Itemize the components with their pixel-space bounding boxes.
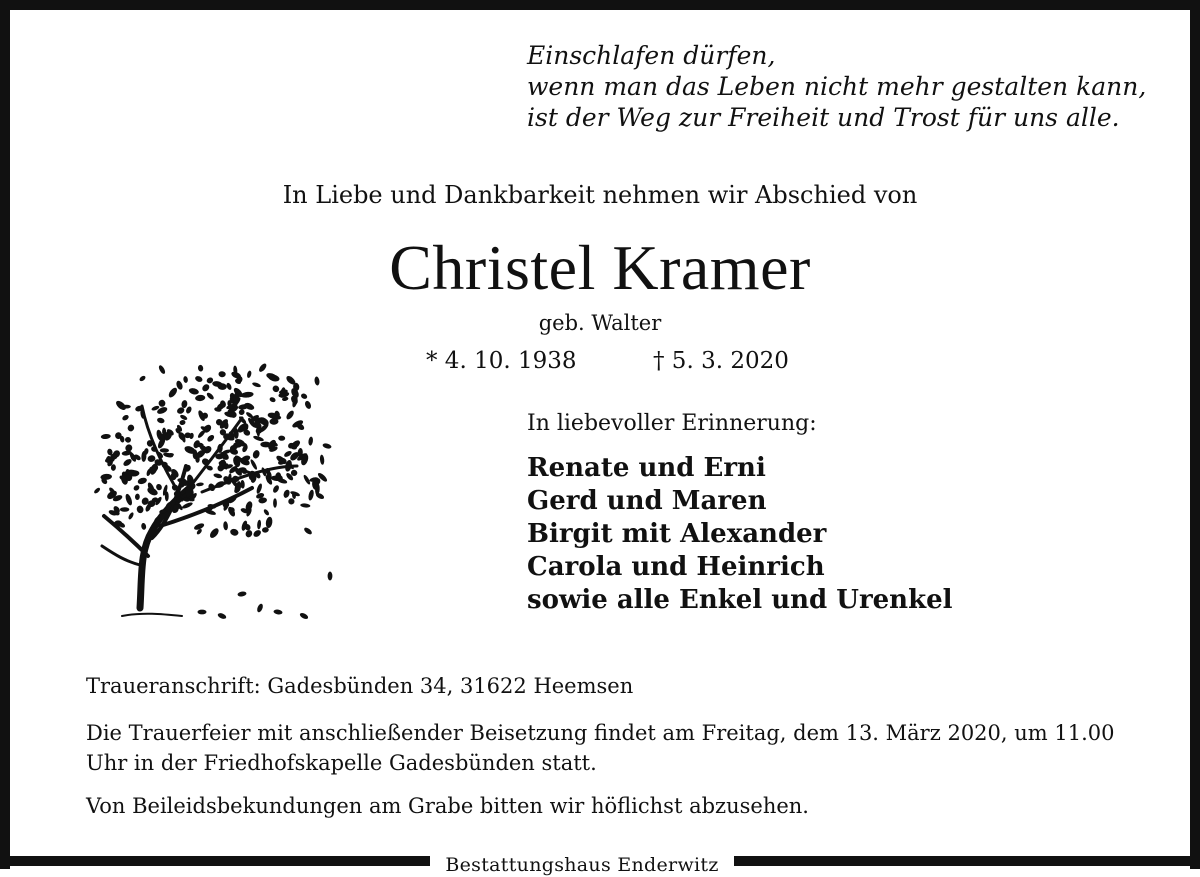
mourners-list bbox=[527, 452, 953, 617]
leaf bbox=[314, 376, 320, 386]
leaf bbox=[158, 364, 167, 375]
leaf bbox=[135, 494, 140, 501]
leaf bbox=[257, 520, 262, 530]
motto-line: Einschlafen dürfen, bbox=[527, 41, 776, 70]
leaf bbox=[194, 375, 203, 383]
leaf bbox=[246, 370, 252, 378]
leaf bbox=[188, 387, 199, 395]
leaf bbox=[195, 394, 206, 401]
leaf bbox=[133, 484, 141, 492]
leaf bbox=[303, 526, 313, 535]
leaf bbox=[304, 400, 312, 410]
leaf bbox=[256, 603, 264, 613]
leaf bbox=[114, 520, 122, 527]
leaf bbox=[139, 375, 147, 382]
leaf bbox=[273, 609, 283, 615]
leaf bbox=[167, 386, 179, 399]
leaf bbox=[155, 483, 163, 491]
leaf bbox=[206, 434, 215, 443]
leaf bbox=[252, 381, 262, 388]
tree-leaves bbox=[93, 362, 332, 620]
leaf bbox=[201, 457, 211, 467]
mourner-entry: Gerd und Maren bbox=[527, 486, 767, 516]
leaf bbox=[258, 362, 268, 373]
leaf bbox=[201, 383, 211, 393]
condolence-note: Von Beileidsbekundungen am Grabe bitten wir höflichst abzusehen. bbox=[86, 794, 809, 818]
death-date: † 5. 3. 2020 bbox=[653, 348, 789, 374]
leaf bbox=[147, 455, 156, 463]
leaf bbox=[101, 433, 111, 439]
leaf bbox=[160, 448, 169, 453]
leaf bbox=[121, 414, 129, 422]
leaf bbox=[269, 396, 277, 403]
motto-line: wenn man das Leben nicht mehr gestalten kann, bbox=[527, 72, 1147, 101]
leaf bbox=[273, 498, 277, 508]
leaf bbox=[263, 508, 270, 516]
leaf bbox=[137, 477, 148, 485]
leaf bbox=[156, 417, 165, 424]
mourner-entry: Birgit mit Alexander bbox=[527, 519, 827, 549]
leaf bbox=[300, 392, 308, 399]
leaf bbox=[218, 371, 226, 377]
leaf bbox=[158, 399, 166, 407]
leaf bbox=[217, 612, 227, 620]
leaf bbox=[244, 529, 253, 538]
leaf bbox=[128, 470, 140, 476]
wind-blown-tree-icon bbox=[82, 326, 342, 626]
leaf bbox=[278, 435, 285, 440]
leaf bbox=[288, 498, 295, 505]
leaf bbox=[181, 400, 188, 409]
mourning-address: Traueranschrift: Gadesbünden 34, 31622 Heemsen bbox=[86, 674, 634, 698]
leaf bbox=[213, 473, 223, 479]
leaf bbox=[93, 487, 101, 495]
leaf bbox=[127, 512, 134, 521]
leaf bbox=[265, 516, 273, 528]
leaf bbox=[179, 414, 188, 421]
leaf bbox=[252, 529, 262, 539]
leaf bbox=[120, 507, 129, 512]
leaf bbox=[198, 610, 207, 615]
leaf bbox=[243, 402, 255, 412]
leaf bbox=[124, 493, 133, 506]
leaf bbox=[256, 483, 263, 495]
mourner-entry: Carola und Heinrich bbox=[527, 552, 825, 582]
leaf bbox=[249, 459, 258, 471]
leaf bbox=[223, 521, 228, 530]
leaf bbox=[136, 505, 144, 514]
mourner-entry: Renate und Erni bbox=[527, 453, 766, 483]
funeral-home-label: Bestattungshaus Enderwitz bbox=[430, 853, 734, 877]
funeral-service-info: Die Trauerfeier mit anschließender Beisetzung findet am Freitag, dem 13. März 2020, um 11.00 Uhr in der Friedhofskapelle Gadesbünden statt. bbox=[86, 721, 1115, 775]
leaf bbox=[272, 484, 280, 493]
leaf bbox=[267, 477, 271, 483]
memory-heading: In liebevoller Erinnerung: bbox=[527, 411, 817, 436]
leaf bbox=[252, 449, 261, 459]
leaf bbox=[285, 409, 295, 420]
leaf bbox=[238, 408, 246, 416]
leaf bbox=[141, 523, 147, 531]
leaf bbox=[229, 528, 239, 537]
leaf bbox=[183, 376, 188, 383]
leaf bbox=[197, 364, 203, 371]
deceased-name: Christel Kramer bbox=[389, 232, 811, 303]
leaf bbox=[237, 591, 247, 597]
leaf bbox=[300, 503, 311, 508]
leaf bbox=[282, 489, 290, 499]
leaf bbox=[126, 423, 135, 432]
leaf bbox=[124, 436, 131, 443]
maiden-name: geb. Walter bbox=[538, 311, 662, 335]
mourner-entry: sowie alle Enkel und Urenkel bbox=[527, 585, 953, 615]
leaf bbox=[319, 454, 324, 465]
leaf bbox=[181, 501, 193, 509]
leaf bbox=[328, 572, 333, 581]
motto-quote bbox=[527, 40, 1146, 133]
leaf bbox=[299, 612, 309, 620]
motto-line: ist der Weg zur Freiheit und Trost für uns alle. bbox=[527, 103, 1120, 132]
birth-date: * 4. 10. 1938 bbox=[426, 348, 577, 374]
leaf bbox=[308, 489, 315, 501]
intro-text: In Liebe und Dankbarkeit nehmen wir Abschied von bbox=[282, 181, 918, 209]
leaf bbox=[206, 392, 215, 401]
leaf bbox=[322, 442, 332, 449]
leaf bbox=[179, 419, 186, 425]
leaf bbox=[208, 527, 220, 540]
leaf bbox=[196, 482, 204, 487]
leaf bbox=[308, 436, 314, 446]
